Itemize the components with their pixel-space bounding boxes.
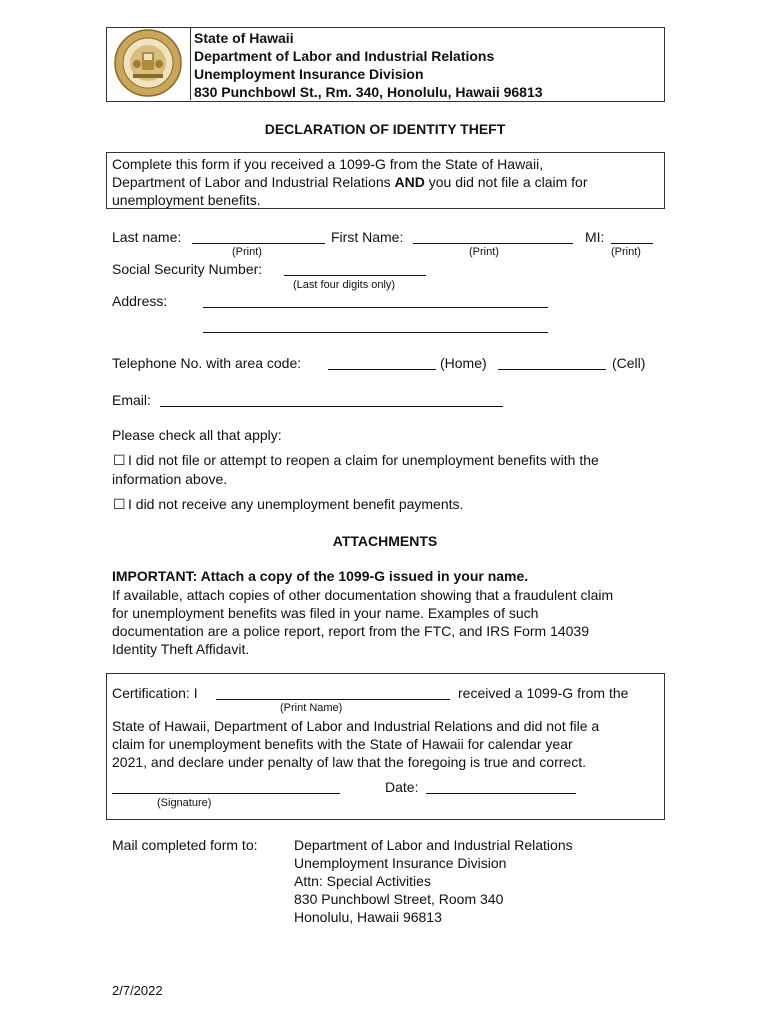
last-name-field[interactable] [192, 243, 325, 244]
intro-line-2: Department of Labor and Industrial Relations AND you did not file a claim for [112, 174, 588, 190]
first-name-label: First Name: [331, 229, 404, 245]
signature-hint: (Signature) [157, 797, 212, 809]
important-note: IMPORTANT: Attach a copy of the 1099-G issued in your name. [112, 568, 529, 584]
print-name-field[interactable] [216, 699, 450, 700]
last-name-label: Last name: [112, 229, 182, 245]
mail-line-3: Attn: Special Activities [294, 873, 431, 889]
email-label: Email: [112, 392, 151, 408]
first-name-hint: (Print) [469, 246, 499, 258]
ssn-hint: (Last four digits only) [293, 279, 396, 291]
intro-line-1: Complete this form if you received a 1099-G from the State of Hawaii, [112, 156, 544, 172]
signature-field[interactable] [112, 793, 340, 794]
page-title: DECLARATION OF IDENTITY THEFT [264, 121, 506, 137]
telephone-label: Telephone No. with area code: [112, 355, 302, 371]
email-field[interactable] [160, 406, 503, 407]
attachments-line-1: If available, attach copies of other documentation showing that a fraudulent claim [112, 587, 614, 603]
header-line-1: State of Hawaii [194, 30, 294, 46]
ssn-label: Social Security Number: [112, 261, 263, 277]
last-name-hint: (Print) [232, 246, 262, 258]
certification-line-2: State of Hawaii, Department of Labor and Industrial Relations and did not file a [112, 718, 600, 734]
print-name-hint: (Print Name) [280, 702, 343, 714]
mail-label: Mail completed form to: [112, 837, 258, 853]
header-line-3: Unemployment Insurance Division [194, 66, 424, 82]
attachments-line-2: for unemployment benefits was filed in your name. Examples of such [112, 605, 539, 621]
mi-label: MI: [585, 229, 605, 245]
header-line-4: 830 Punchbowl St., Rm. 340, Honolulu, Hawaii 96813 [194, 84, 543, 100]
attachments-line-4: Identity Theft Affidavit. [112, 641, 250, 657]
mail-line-2: Unemployment Insurance Division [294, 855, 507, 871]
mail-line-5: Honolulu, Hawaii 96813 [294, 909, 442, 925]
option-not-file-line-2: information above. [112, 471, 228, 487]
certification-lead: Certification: I [112, 685, 198, 701]
option-not-file-line-1: I did not file or attempt to reopen a claim for unemployment benefits with the [128, 452, 599, 468]
check-prompt: Please check all that apply: [112, 427, 282, 443]
first-name-field[interactable] [413, 243, 573, 244]
date-field[interactable] [426, 793, 576, 794]
seal-cell [106, 27, 191, 100]
option-no-payments: I did not receive any unemployment benefit payments. [128, 496, 464, 512]
address-field-1[interactable] [203, 307, 548, 308]
certification-line-4: 2021, and declare under penalty of law that the foregoing is true and correct. [112, 754, 586, 770]
address-label: Address: [112, 293, 168, 309]
mi-hint: (Print) [611, 246, 641, 258]
cell-phone-field[interactable] [498, 369, 606, 370]
intro-line-3: unemployment benefits. [112, 192, 261, 208]
ssn-field[interactable] [284, 275, 426, 276]
checkbox-not-file[interactable]: ☐ [113, 452, 126, 468]
certification-line-3: claim for unemployment benefits with the State of Hawaii for calendar year [112, 736, 573, 752]
attachments-heading: ATTACHMENTS [332, 533, 438, 549]
cell-label: (Cell) [612, 355, 646, 371]
header-line-2: Department of Labor and Industrial Relations [194, 48, 495, 64]
attachments-line-3: documentation are a police report, report from the FTC, and IRS Form 14039 [112, 623, 590, 639]
footer-date: 2/7/2022 [112, 983, 163, 998]
mi-field[interactable] [611, 243, 653, 244]
certification-tail: received a 1099-G from the [458, 685, 629, 701]
address-field-2[interactable] [203, 332, 548, 333]
date-label: Date: [385, 779, 419, 795]
home-label: (Home) [440, 355, 487, 371]
checkbox-no-payments[interactable]: ☐ [113, 496, 126, 512]
home-phone-field[interactable] [328, 369, 436, 370]
mail-line-4: 830 Punchbowl Street, Room 340 [294, 891, 504, 907]
state-seal-icon [113, 28, 183, 98]
mail-line-1: Department of Labor and Industrial Relations [294, 837, 573, 853]
